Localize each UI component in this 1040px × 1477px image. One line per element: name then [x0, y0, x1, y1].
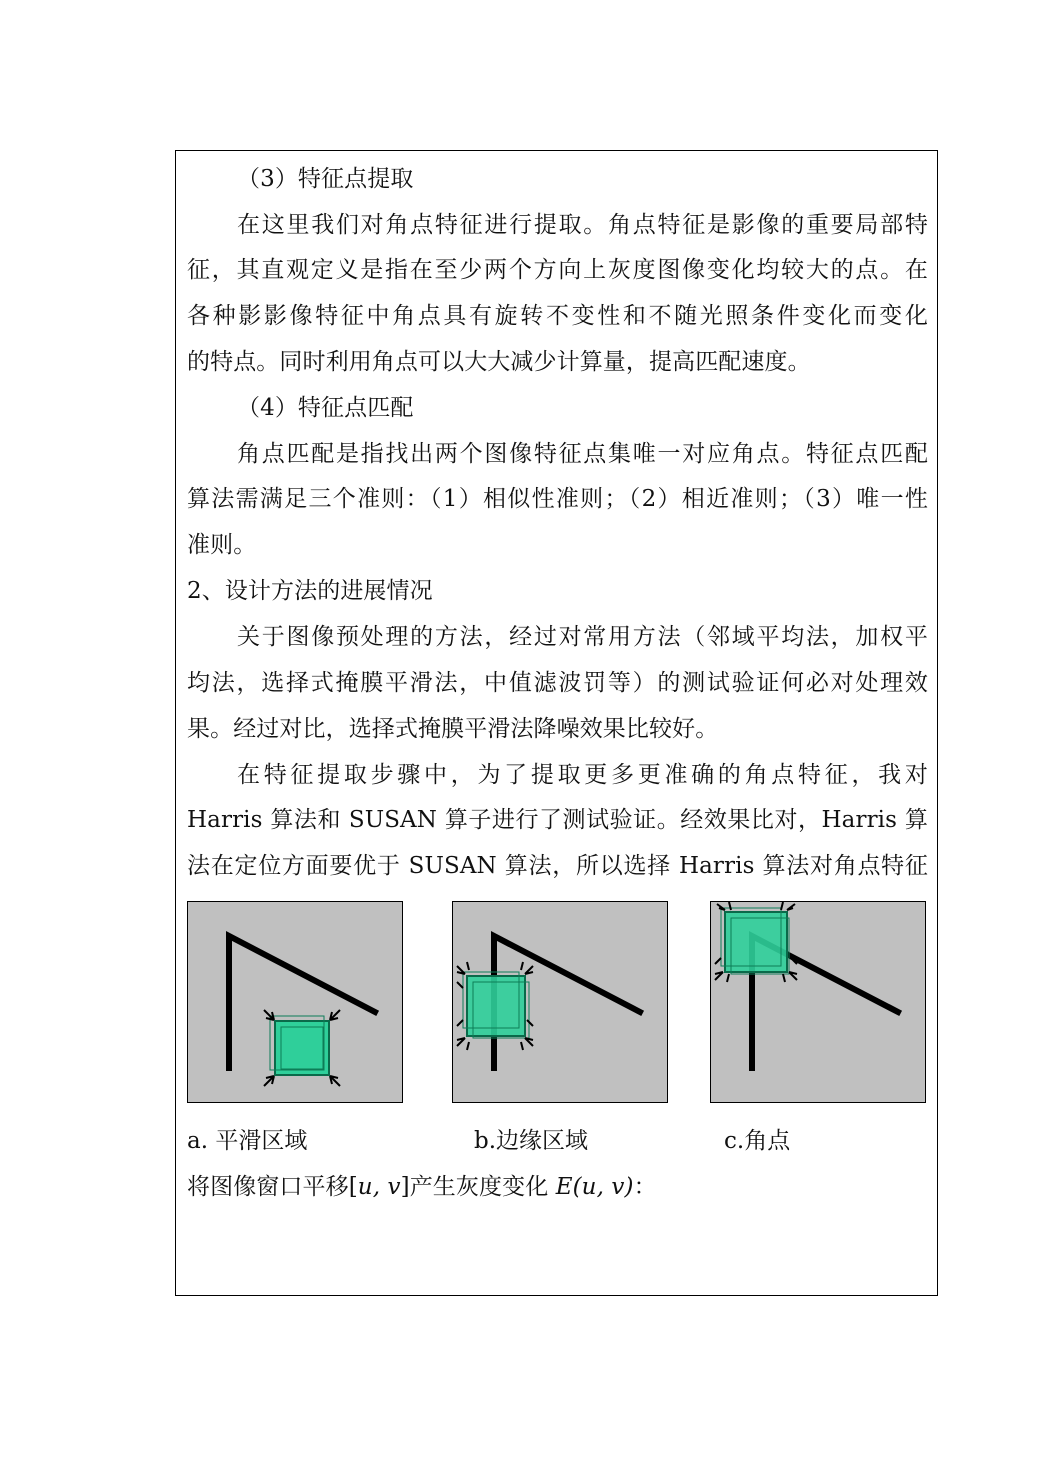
formula-prefix: 将图像窗口平移[: [187, 1174, 358, 1200]
formula-E: E: [555, 1174, 573, 1200]
figure-b-edge-region: [452, 901, 668, 1103]
heading-section-2: 2、设计方法的进展情况: [187, 578, 433, 604]
para2-line1: 角点匹配是指找出两个图像特征点集唯一对应角点。特征点匹配: [237, 441, 928, 467]
formula-args: (u, v): [572, 1174, 634, 1200]
window-square-a: [270, 1016, 329, 1075]
figure-a-flat-region: [187, 901, 403, 1103]
para1-line4: 的特点。同时利用角点可以大大减少计算量，提高匹配速度。: [187, 349, 811, 375]
para3-line2: 均法，选择式掩膜平滑法，中值滤波罚等）的测试验证何必对处理效: [187, 670, 928, 696]
caption-a: a. 平滑区域: [187, 1128, 308, 1154]
para4-line3: 法在定位方面要优于 SUSAN 算法，所以选择 Harris 算法对角点特征: [187, 853, 928, 879]
caption-c: c.角点: [724, 1128, 791, 1154]
para4-line2: Harris 算法和 SUSAN 算子进行了测试验证。经效果比对，Harris 算: [187, 807, 928, 833]
para1-line3: 各种影影像特征中角点具有旋转不变性和不随光照条件变化而变化: [187, 303, 928, 329]
formula-suffix: ：: [633, 1174, 657, 1200]
para2-line3: 准则。: [187, 532, 257, 558]
window-square-c: [721, 908, 789, 974]
formula-middle: ]产生灰度变化: [400, 1174, 556, 1200]
window-square-b: [463, 972, 529, 1038]
para1-line1: 在这里我们对角点特征进行提取。角点特征是影像的重要局部特: [237, 212, 928, 238]
para3-line1: 关于图像预处理的方法，经过对常用方法（邻域平均法，加权平: [237, 624, 928, 650]
heading-feature-matching: （4）特征点匹配: [237, 395, 414, 421]
caption-b: b.边缘区域: [474, 1128, 589, 1154]
para4-line1: 在特征提取步骤中，为了提取更多更准确的角点特征，我对: [237, 762, 928, 788]
heading-feature-extraction: （3）特征点提取: [237, 166, 414, 192]
para2-line2: 算法需满足三个准则：（1）相似性准则；（2）相近准则；（3）唯一性: [187, 486, 928, 512]
figure-c-corner: [710, 901, 926, 1103]
para1-line2: 征，其直观定义是指在至少两个方向上灰度图像变化均较大的点。在: [187, 257, 928, 283]
formula-line: [187, 1172, 928, 1202]
para3-line3: 果。经过对比，选择式掩膜平滑法降噪效果比较好。: [187, 716, 719, 742]
formula-uv: u, v: [357, 1174, 401, 1200]
